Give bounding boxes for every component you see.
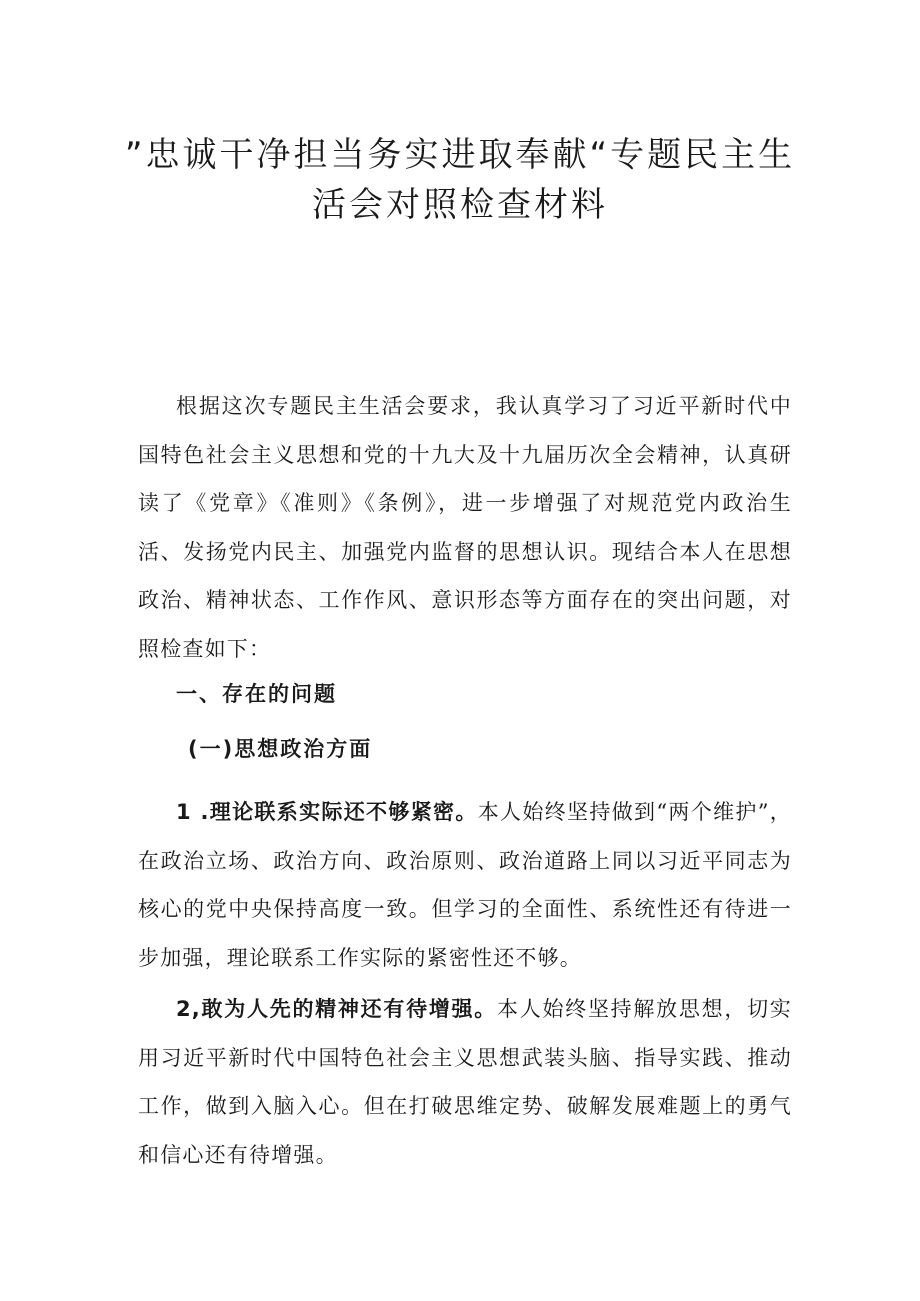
document-title: ”忠诚干净担当务实进取奉献“专题民主生活会对照检查材料 bbox=[124, 135, 796, 225]
item-lead: 2,敢为人先的精神还有待增强。 bbox=[176, 997, 498, 1021]
item-text: 本人始终坚持做到“两个维护”，在政治立场、政治方向、政治原则、政治道路上同以习近平同志为核心的党中央保持高度一致。但学习的全面性、系统性还有待进一步加强，理论联系工作实际的紧密性还不够。 bbox=[138, 800, 792, 970]
item-paragraph-1 bbox=[138, 788, 792, 982]
item-text: 本人始终坚持解放思想，切实用习近平新时代中国特色社会主义思想武装头脑、指导实践、推动工作，做到入脑入心。但在打破思维定势、破解发展难题上的勇气和信心还有待增强。 bbox=[138, 997, 792, 1167]
item-paragraph-2 bbox=[138, 985, 792, 1179]
section-heading: 一、存在的问题 bbox=[176, 682, 337, 706]
subsection-heading: (一)思想政治方面 bbox=[188, 737, 373, 761]
item-lead: 1 .理论联系实际还不够紧密。 bbox=[176, 800, 478, 824]
intro-paragraph: 根据这次专题民主生活会要求，我认真学习了习近平新时代中国特色社会主义思想和党的十九大及十九届历次全会精神，认真研读了《党章》《准则》《条例》，进一步增强了对规范党内政治生活、发扬党内民主、加强党内监督的思想认识。现结合本人在思想政治、精神状态、工作作风、意识形态等方面存在的突出问题，对照检查如下： bbox=[138, 394, 792, 661]
